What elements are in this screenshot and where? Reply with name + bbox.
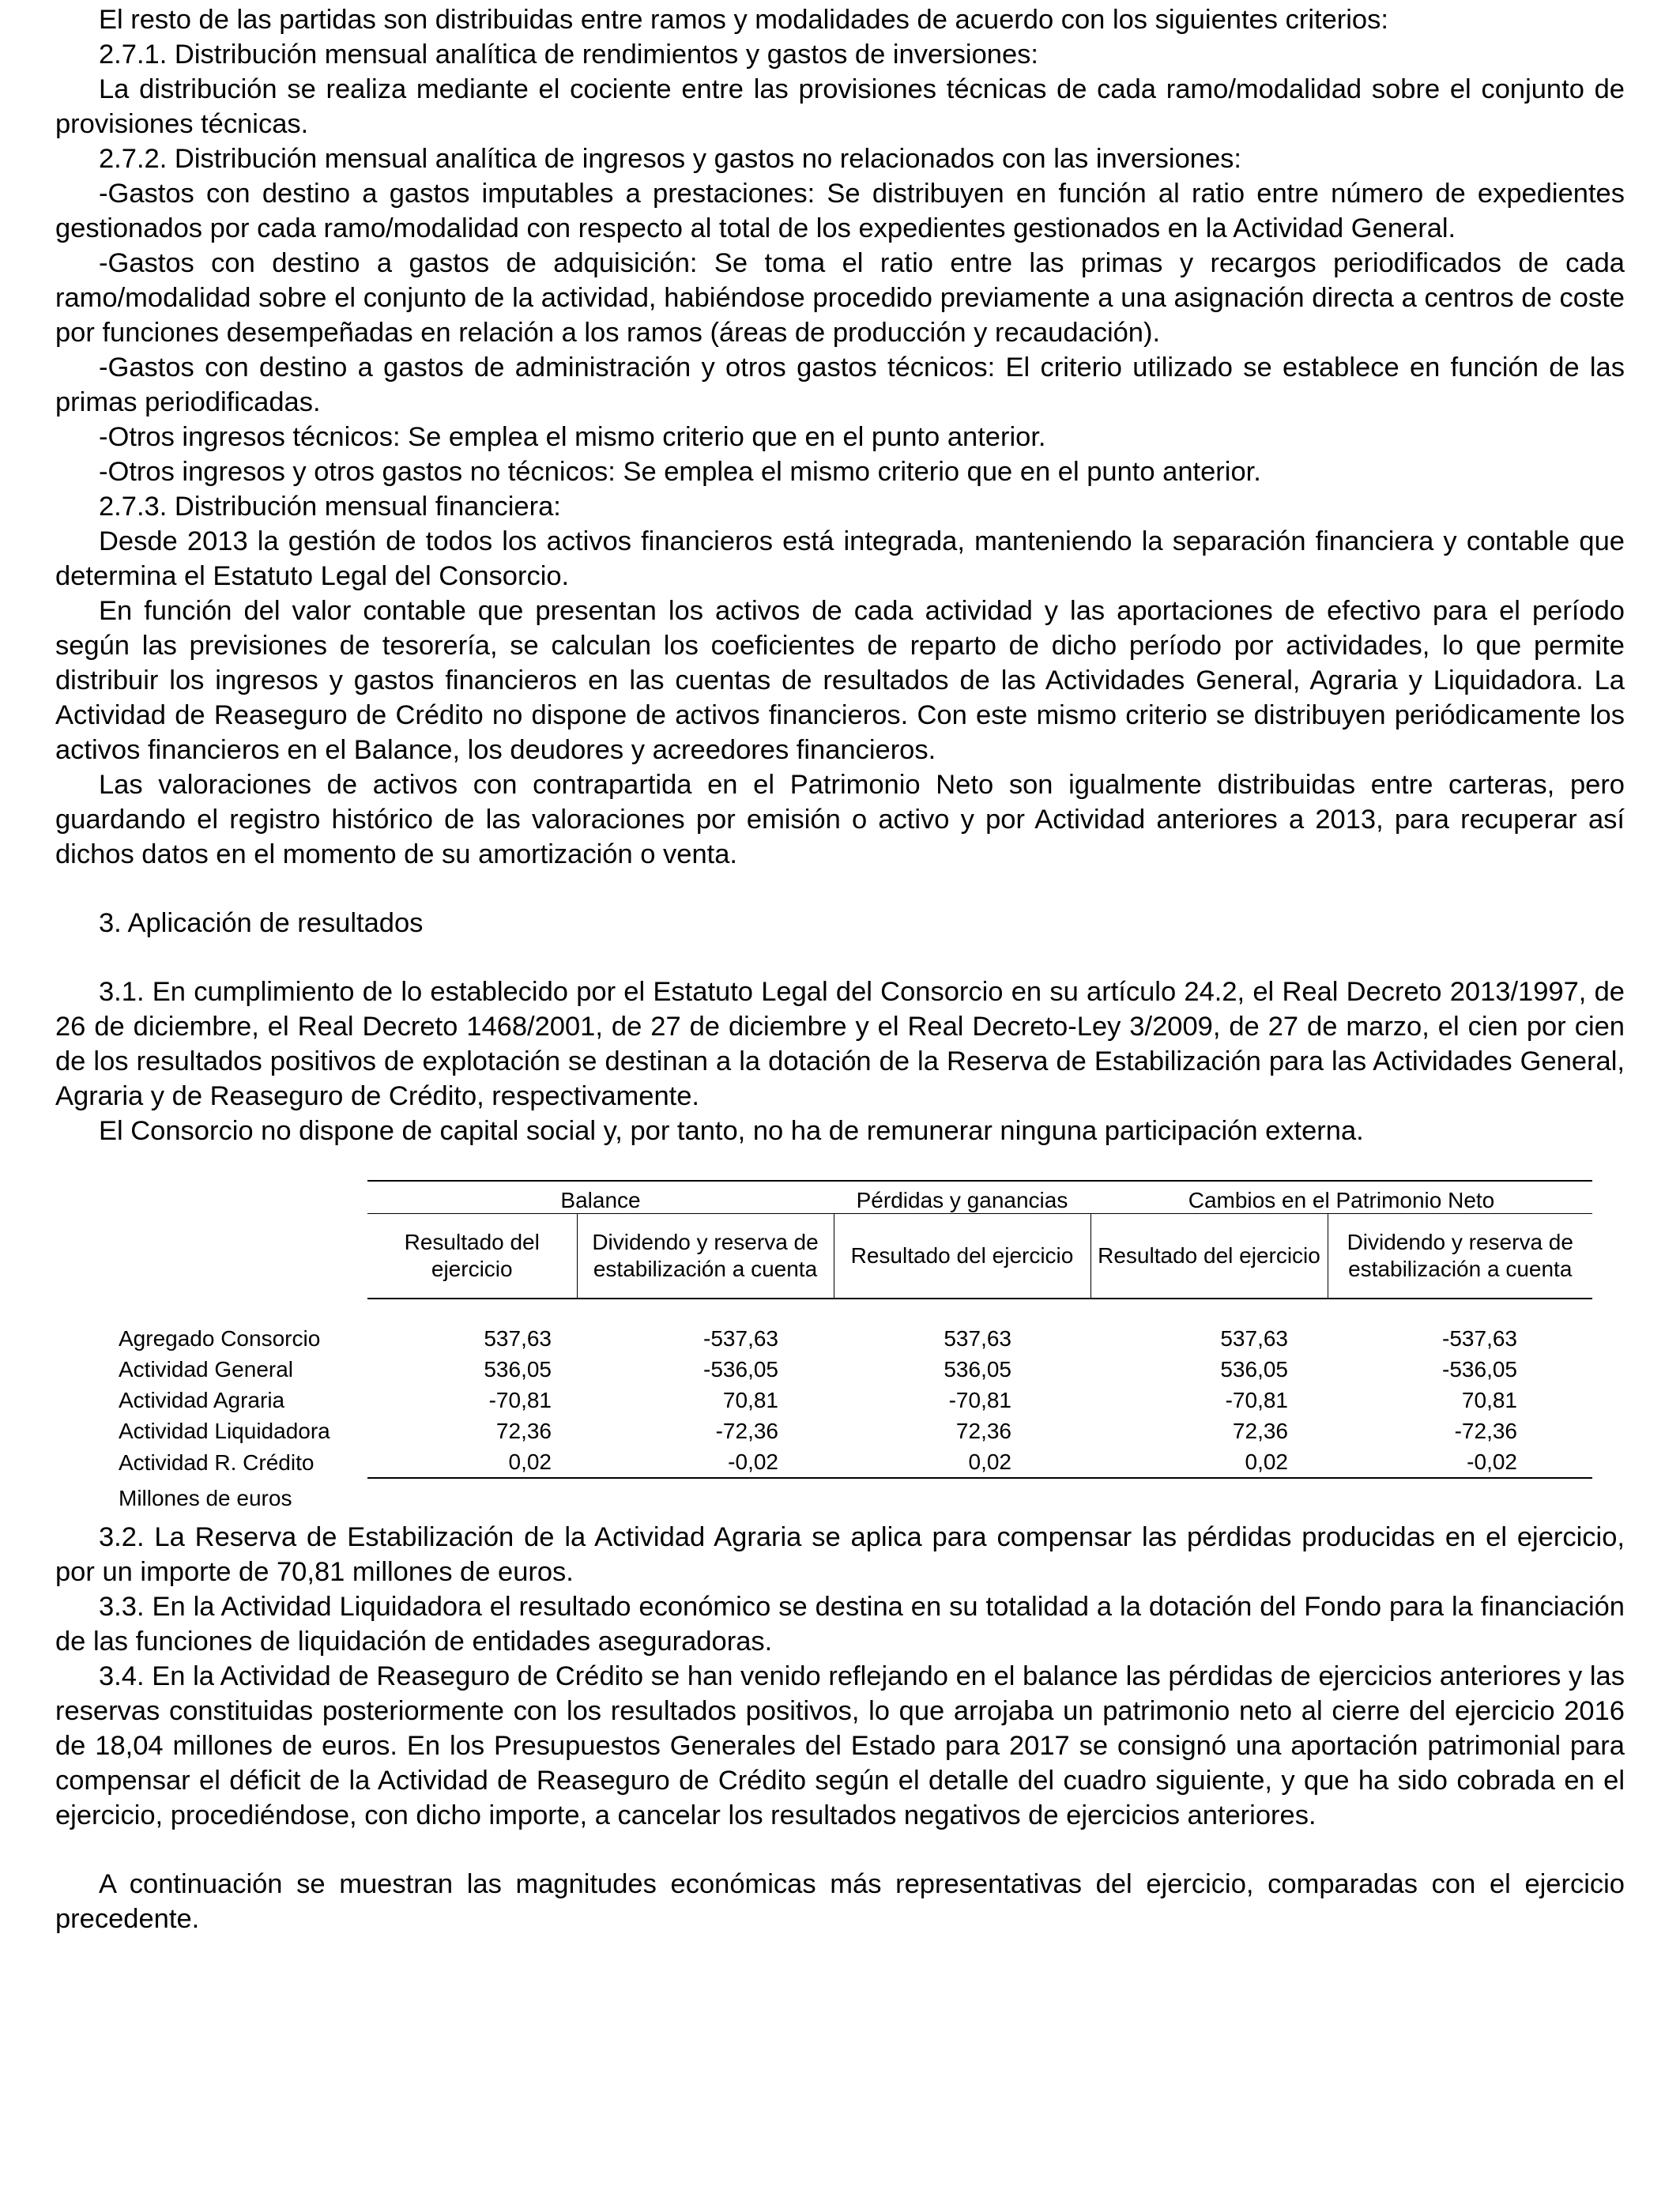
- table-cell: -0,02: [577, 1446, 834, 1478]
- paragraph: El resto de las partidas son distribuidas entre ramos y modalidades de acuerdo con los siguientes criterios:: [99, 5, 1388, 35]
- table-cell: -0,02: [1328, 1446, 1592, 1478]
- unit-note: Millones de euros: [119, 1486, 292, 1510]
- table-cell: 537,63: [1220, 1326, 1288, 1351]
- column-header: Resultado del ejercicio: [367, 1214, 577, 1299]
- table-cell: -72,36: [1454, 1419, 1517, 1443]
- table-cell: 72,36: [495, 1419, 552, 1443]
- subsection-heading: 2.7.3. Distribución mensual financiera:: [99, 492, 561, 522]
- column-header: Resultado del ejercicio: [834, 1214, 1090, 1299]
- table-cell: 536,05: [1220, 1357, 1288, 1382]
- paragraph: -Gastos con destino a gastos de administración y otros gastos técnicos: El criterio utilizado se establece en función de las primas periodificadas.: [55, 352, 1625, 417]
- row-label: Actividad Liquidadora: [119, 1419, 330, 1443]
- table-cell: -536,05: [1442, 1357, 1517, 1382]
- column-header: Dividendo y reserva de estabilización a cuenta: [1328, 1214, 1592, 1299]
- row-label: Agregado Consorcio: [119, 1326, 321, 1351]
- table-cell: 0,02: [1090, 1446, 1328, 1478]
- table-cell: -70,81: [1225, 1388, 1288, 1412]
- table-cell: -537,63: [703, 1326, 778, 1351]
- row-label: Actividad R. Crédito: [119, 1449, 315, 1475]
- paragraph: Las valoraciones de activos con contrapartida en el Patrimonio Neto son igualmente distribuidas entre carteras, pero guardando el registro histórico de las valoraciones por emisión o activo y por Actividad anteriores a 2013, para recuperar así dichos datos en el momento de su amortización o venta.: [55, 770, 1625, 869]
- table-cell: 537,63: [944, 1326, 1011, 1351]
- table-cell: 70,81: [722, 1388, 778, 1412]
- paragraph: 3.2. La Reserva de Estabilización de la Actividad Agraria se aplica para compensar las pérdidas producidas en el ejercicio, por un importe de 70,81 millones de euros.: [55, 1522, 1625, 1587]
- document-page: [55, 0, 1625, 1936]
- results-table: [55, 1180, 1592, 1518]
- column-header: Resultado del ejercicio: [1090, 1214, 1328, 1299]
- table-cell: 0,02: [367, 1446, 577, 1478]
- subsection-heading: 2.7.2. Distribución mensual analítica de ingresos y gastos no relacionados con las inversiones:: [99, 144, 1241, 174]
- paragraph: 3.4. En la Actividad de Reaseguro de Crédito se han venido reflejando en el balance las pérdidas de ejercicios anteriores y las reservas constituidas posteriormente con los resultados positivos, lo que arrojaba un patrimonio neto al cierre del ejercicio 2016 de 18,04 millones de euros. En los Presupuestos Generales del Estado para 2017 se consignó una aportación patrimonial para compensar el déficit de la Actividad de Reaseguro de Crédito según el detalle del cuadro siguiente, y que ha sido cobrada en el ejercicio, procediéndose, con dicho importe, a cancelar los resultados negativos de ejercicios anteriores.: [55, 1661, 1625, 1830]
- paragraph: Desde 2013 la gestión de todos los activos financieros está integrada, manteniendo la separación financiera y contable que determina el Estatuto Legal del Consorcio.: [55, 526, 1625, 591]
- table-cell: 536,05: [484, 1357, 552, 1382]
- paragraph: El Consorcio no dispone de capital social y, por tanto, no ha de remunerar ninguna participación externa.: [99, 1116, 1364, 1146]
- table-cell: -70,81: [948, 1388, 1011, 1412]
- bottom-paragraphs: [55, 1520, 1625, 1833]
- table-cell: -537,63: [1442, 1326, 1517, 1351]
- row-label: Actividad Agraria: [119, 1388, 285, 1412]
- row-label: Actividad General: [119, 1357, 294, 1382]
- table-cell: -70,81: [488, 1388, 552, 1412]
- paragraph: A continuación se muestran las magnitudes económicas más representativas del ejercicio, comparadas con el ejercicio precedente.: [55, 1869, 1625, 1934]
- paragraph: -Otros ingresos y otros gastos no técnicos: Se emplea el mismo criterio que en el punto anterior.: [99, 457, 1261, 487]
- table-row: [55, 1385, 1592, 1416]
- subsection-heading: 2.7.1. Distribución mensual analítica de rendimientos y gastos de inversiones:: [99, 40, 1038, 70]
- top-paragraphs: [55, 0, 1625, 872]
- table-row: [55, 1354, 1592, 1385]
- table-cell: 72,36: [1232, 1419, 1288, 1443]
- table-cell: 72,36: [955, 1419, 1011, 1443]
- table-cell: 537,63: [484, 1326, 552, 1351]
- table-row: [55, 1323, 1592, 1354]
- paragraph: -Otros ingresos técnicos: Se emplea el mismo criterio que en el punto anterior.: [99, 422, 1046, 452]
- results-table-wrapper: [55, 1180, 1625, 1551]
- group-header-balance: Balance: [367, 1181, 834, 1214]
- table-row: [55, 1446, 1592, 1478]
- column-header: Dividendo y reserva de estabilización a cuenta: [577, 1214, 834, 1299]
- table-cell: 536,05: [944, 1357, 1011, 1382]
- section-heading: 3. Aplicación de resultados: [99, 908, 424, 938]
- table-cell: -536,05: [703, 1357, 778, 1382]
- paragraph: -Gastos con destino a gastos de adquisición: Se toma el ratio entre las primas y recargos periodificados de cada ramo/modalidad sobre el conjunto de la actividad, habiéndose procedido previamente a una asignación directa a centros de coste por funciones desempeñadas en relación a los ramos (áreas de producción y recaudación).: [55, 248, 1625, 348]
- table-cell: 70,81: [1461, 1388, 1517, 1412]
- group-header-pyg: Pérdidas y ganancias: [834, 1181, 1090, 1214]
- table-cell: 0,02: [834, 1446, 1090, 1478]
- paragraph: En función del valor contable que presentan los activos de cada actividad y las aportaciones de efectivo para el período según las previsiones de tesorería, se calculan los coeficientes de reparto de dicho período por actividades, lo que permite distribuir los ingresos y gastos financieros en las cuentas de resultados de las Actividades General, Agraria y Liquidadora. La Actividad de Reaseguro de Crédito no dispone de activos financieros. Con este mismo criterio se distribuyen periódicamente los activos financieros en el Balance, los deudores y acreedores financieros.: [55, 596, 1625, 765]
- paragraph: La distribución se realiza mediante el cociente entre las provisiones técnicas de cada ramo/modalidad sobre el conjunto de provisiones técnicas.: [55, 74, 1625, 139]
- table-row: [55, 1416, 1592, 1446]
- group-header-cambios: Cambios en el Patrimonio Neto: [1090, 1181, 1592, 1214]
- paragraph: 3.3. En la Actividad Liquidadora el resultado económico se destina en su totalidad a la dotación del Fondo para la financiación de las funciones de liquidación de entidades aseguradoras.: [55, 1592, 1625, 1657]
- table-cell: -72,36: [715, 1419, 778, 1443]
- paragraph: 3.1. En cumplimiento de lo establecido por el Estatuto Legal del Consorcio en su artículo 24.2, el Real Decreto 2013/1997, de 26 de diciembre, el Real Decreto 1468/2001, de 27 de diciembre y el Real Decreto-Ley 3/2009, de 27 de marzo, el cien por cien de los resultados positivos de explotación se destinan a la dotación de la Reserva de Estabilización para las Actividades General, Agraria y de Reaseguro de Crédito, respectivamente.: [55, 977, 1625, 1111]
- paragraph: -Gastos con destino a gastos imputables a prestaciones: Se distribuyen en función al ratio entre número de expedientes gestionados por cada ramo/modalidad con respecto al total de los expedientes gestionados en la Actividad General.: [55, 179, 1625, 243]
